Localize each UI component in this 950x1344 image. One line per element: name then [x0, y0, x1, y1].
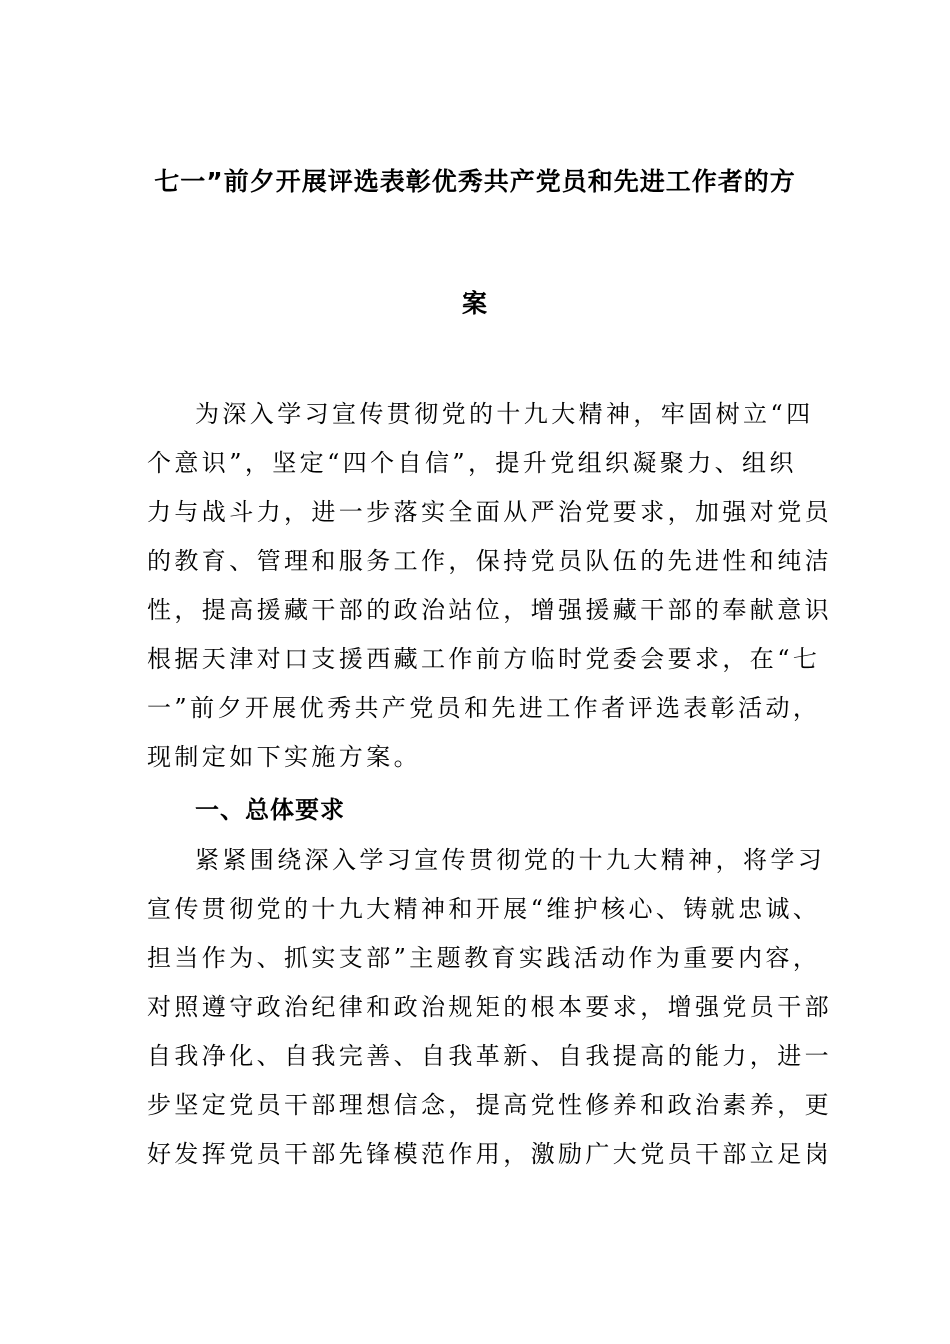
paragraph-line: 对照遵守政治纪律和政治规矩的根本要求，增强党员干部 [147, 993, 832, 1021]
paragraph-intro [147, 390, 832, 782]
paragraph-line: 个意识”，坚定“四个自信”，提升党组织凝聚力、组织 [147, 449, 797, 477]
document-title-line-1: 七一”前夕开展评选表彰优秀共产党员和先进工作者的方 [154, 167, 796, 196]
paragraph-line: 性，提高援藏干部的政治站位，增强援藏干部的奉献意识 [147, 596, 832, 624]
paragraph-line: 担当作为、抓实支部”主题教育实践活动作为重要内容， [147, 944, 821, 972]
paragraph-line: 现制定如下实施方案。 [147, 743, 421, 771]
paragraph-overall-requirements [147, 836, 832, 1179]
paragraph-line: 力与战斗力，进一步落实全面从严治党要求，加强对党员 [147, 498, 832, 526]
paragraph-line: 一”前夕开展优秀共产党员和先进工作者评选表彰活动， [147, 694, 821, 722]
paragraph-line: 宣传贯彻党的十九大精神和开展“维护核心、铸就忠诚、 [147, 895, 821, 923]
section-heading-overall-requirements: 一、总体要求 [195, 796, 345, 824]
paragraph-line: 自我净化、自我完善、自我革新、自我提高的能力，进一 [147, 1042, 832, 1070]
paragraph-line: 根据天津对口支援西藏工作前方临时党委会要求，在“七 [147, 645, 821, 673]
paragraph-line: 的教育、管理和服务工作，保持党员队伍的先进性和纯洁 [147, 547, 832, 575]
paragraph-line: 步坚定党员干部理想信念，提高党性修养和政治素养，更 [147, 1091, 832, 1119]
paragraph-line: 为深入学习宣传贯彻党的十九大精神，牢固树立“四 [195, 400, 814, 428]
paragraph-line: 紧紧围绕深入学习宣传贯彻党的十九大精神，将学习 [195, 846, 826, 874]
document-title-line-2: 案 [461, 289, 488, 318]
paragraph-line: 好发挥党员干部先锋模范作用，激励广大党员干部立足岗 [147, 1140, 832, 1168]
